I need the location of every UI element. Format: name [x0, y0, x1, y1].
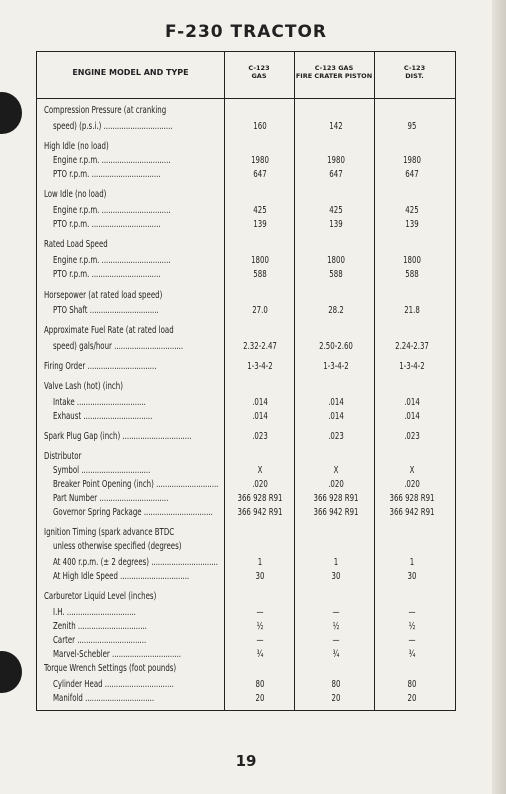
- row-value: X: [409, 465, 415, 476]
- row-value: 2.50-2.60: [319, 341, 353, 352]
- row-value: 425: [329, 205, 343, 216]
- row-value: 425: [405, 205, 419, 216]
- row-value: 142: [329, 121, 343, 132]
- row-label: Symbol .....: [53, 464, 150, 477]
- row-value: .014: [404, 397, 420, 408]
- page-edge: [492, 0, 506, 794]
- row-value: 28.2: [328, 305, 344, 316]
- row-value: 366 928 R91: [389, 493, 435, 504]
- col-header-c123-dist: C-123 DIST.: [403, 64, 426, 80]
- row-value: 30: [331, 571, 341, 582]
- row-value: 80: [407, 679, 417, 690]
- row-label: Low Idle (no load): [44, 189, 107, 200]
- row-value: 30: [407, 571, 417, 582]
- row-value: X: [333, 465, 339, 476]
- row-label: Valve Lash (hot) (inch): [44, 381, 123, 392]
- col-header-c123-fire-crater: C-123 GAS FIRE CRATER PISTON: [295, 64, 373, 80]
- row-value: 588: [253, 269, 267, 280]
- row-value: 1800: [403, 255, 421, 266]
- engine-model-header: ENGINE MODEL AND TYPE: [72, 68, 189, 77]
- row-label: Exhaust .....: [53, 410, 152, 423]
- row-value: —: [408, 607, 416, 618]
- row-value: 80: [255, 679, 265, 690]
- row-value: .014: [404, 411, 420, 422]
- row-label: Engine r.p.m. .....: [53, 204, 171, 217]
- row-value: .014: [328, 411, 344, 422]
- row-label: Part Number .....: [53, 492, 168, 505]
- row-value: 30: [255, 571, 265, 582]
- row-value: .014: [252, 397, 268, 408]
- page-number: 19: [235, 752, 257, 770]
- row-value: —: [408, 635, 416, 646]
- row-value: —: [256, 635, 264, 646]
- row-label: Firing Order .....: [44, 360, 156, 373]
- row-value: 20: [331, 693, 341, 704]
- row-value: ½: [332, 621, 340, 632]
- row-value: 1: [257, 557, 263, 568]
- row-label: Carter .....: [53, 634, 146, 647]
- row-value: 366 928 R91: [237, 493, 283, 504]
- row-label: Marvel-Schebler .....: [53, 648, 181, 661]
- row-value: .023: [328, 431, 344, 442]
- row-value: ¾: [332, 649, 340, 660]
- row-value: .020: [404, 479, 420, 490]
- row-value: X: [257, 465, 263, 476]
- row-label: Breaker Point Opening (inch) .....: [53, 478, 218, 491]
- row-value: 647: [253, 169, 267, 180]
- row-value: 366 942 R91: [313, 507, 359, 518]
- col-header-c123-gas: C-123 GAS: [248, 64, 270, 80]
- page-title: F-230 TRACTOR: [164, 22, 327, 42]
- row-value: 425: [253, 205, 267, 216]
- row-value: .023: [404, 431, 420, 442]
- row-label: Spark Plug Gap (inch) .....: [44, 430, 191, 443]
- row-value: .020: [328, 479, 344, 490]
- row-value: 1: [333, 557, 339, 568]
- row-label: PTO Shaft .....: [53, 304, 159, 317]
- row-label: Approximate Fuel Rate (at rated load: [44, 325, 174, 336]
- binder-hole: [0, 92, 22, 134]
- row-value: 1800: [327, 255, 345, 266]
- row-value: .020: [252, 479, 268, 490]
- row-label: Torque Wrench Settings (foot pounds): [44, 663, 177, 674]
- row-value: .023: [252, 431, 268, 442]
- row-value: ¾: [408, 649, 416, 660]
- row-value: 1-3-4-2: [323, 361, 349, 372]
- row-label: Horsepower (at rated load speed): [44, 290, 163, 301]
- row-value: ½: [256, 621, 264, 632]
- row-value: —: [256, 607, 264, 618]
- row-value: 1980: [403, 155, 421, 166]
- binder-hole: [0, 651, 22, 693]
- row-label: At 400 r.p.m. (± 2 degrees) .....: [53, 556, 218, 569]
- row-value: .014: [252, 411, 268, 422]
- row-value: 366 942 R91: [237, 507, 283, 518]
- row-value: 647: [405, 169, 419, 180]
- row-value: 2.32-2.47: [243, 341, 277, 352]
- row-value: 80: [331, 679, 341, 690]
- row-label: Distributor: [44, 451, 82, 462]
- row-label: PTO r.p.m. .....: [53, 218, 161, 231]
- row-value: 1-3-4-2: [247, 361, 273, 372]
- row-label: Rated Load Speed: [44, 239, 108, 250]
- row-label: At High Idle Speed .....: [53, 570, 189, 583]
- row-value: 139: [253, 219, 267, 230]
- row-value: .014: [328, 397, 344, 408]
- row-value: —: [332, 635, 340, 646]
- row-label: Cylinder Head .....: [53, 678, 174, 691]
- row-value: 588: [329, 269, 343, 280]
- row-label: PTO r.p.m. .....: [53, 168, 161, 181]
- row-value: 1980: [327, 155, 345, 166]
- row-value: 20: [407, 693, 417, 704]
- row-value: 27.0: [252, 305, 268, 316]
- row-value: 139: [329, 219, 343, 230]
- row-label: Engine r.p.m. .....: [53, 154, 171, 167]
- row-label: High Idle (no load): [44, 141, 109, 152]
- row-value: 588: [405, 269, 419, 280]
- row-label: Governor Spring Package .....: [53, 506, 213, 519]
- row-value: 1: [409, 557, 415, 568]
- row-label: speed) gals/hour .....: [53, 340, 183, 353]
- row-label: unless otherwise specified (degrees): [53, 541, 182, 552]
- row-value: 1-3-4-2: [399, 361, 425, 372]
- row-value: ¾: [256, 649, 264, 660]
- row-label: Ignition Timing (spark advance BTDC: [44, 527, 175, 538]
- row-value: 366 928 R91: [313, 493, 359, 504]
- row-label: PTO r.p.m. .....: [53, 268, 161, 281]
- row-label: Manifold .....: [53, 692, 154, 705]
- row-value: 647: [329, 169, 343, 180]
- row-value: 21.8: [404, 305, 420, 316]
- row-value: 1980: [251, 155, 269, 166]
- row-value: 2.24-2.37: [395, 341, 429, 352]
- row-label: Compression Pressure (at cranking: [44, 105, 167, 116]
- row-value: 20: [255, 693, 265, 704]
- row-label: Carburetor Liquid Level (inches): [44, 591, 157, 602]
- row-value: 139: [405, 219, 419, 230]
- row-value: —: [332, 607, 340, 618]
- row-label: Engine r.p.m. .....: [53, 254, 171, 267]
- row-label: Zenith .....: [53, 620, 147, 633]
- row-label: I.H. .....: [53, 606, 136, 619]
- row-value: 366 942 R91: [389, 507, 435, 518]
- row-label: Intake .....: [53, 396, 146, 409]
- row-value: 1800: [251, 255, 269, 266]
- row-value: 160: [253, 121, 267, 132]
- row-value: ½: [408, 621, 416, 632]
- row-label: speed) (p.s.i.) .....: [53, 120, 173, 133]
- row-value: 95: [407, 121, 417, 132]
